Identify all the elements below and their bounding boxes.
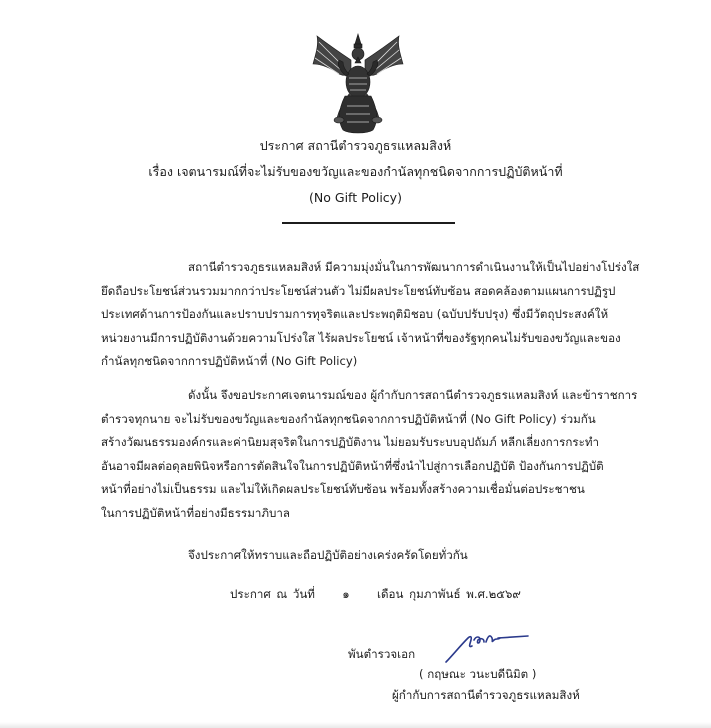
- closing-statement: จึงประกาศให้ทราบและถือปฏิบัติอย่างเคร่งครัดโดยทั่วกัน: [188, 548, 468, 562]
- announcement-subject: เรื่อง เจตนารมณ์ที่จะไม่รับของขวัญและของกำนัลทุกชนิดจากการปฏิบัติหน้าที่: [148, 164, 563, 179]
- title-divider: [282, 222, 455, 224]
- signatory-position: ผู้กำกับการสถานีตำรวจภูธรแหลมสิงห์: [392, 688, 580, 702]
- date-month: เดือน กุมภาพันธ์: [377, 587, 461, 601]
- paragraph-2-line: หน้าที่อย่างไม่เป็นธรรม และไม่ให้เกิดผลประโยชน์ทับซ้อน พร้อมทั้งสร้างความเชื่อมั่นต่อประชาชน: [101, 482, 585, 496]
- paragraph-1-line: ยึดถือประโยชน์ส่วนรวมมากกว่าประโยชน์ส่วนตัว ไม่มีผลประโยชน์ทับซ้อน สอดคล้องตามแผนการปฏิรูป: [101, 283, 616, 298]
- date-day: ๑: [342, 587, 350, 601]
- paragraph-2: [101, 384, 646, 525]
- announcement-title: ประกาศ สถานีตำรวจภูธรแหลมสิงห์: [259, 138, 452, 153]
- signature-image: [442, 622, 532, 667]
- paragraph-2-line: ตำรวจทุกนาย จะไม่รับของขวัญและของกำนัลทุกชนิดจากการปฏิบัติหน้าที่ (No Gift Policy) ร่วมกัน: [101, 411, 596, 426]
- signatory-rank: พันตำรวจเอก: [348, 647, 416, 661]
- paragraph-2-line: ดังนั้น จึงขอประกาศเจตนารมณ์ของ ผู้กำกับการสถานีตำรวจภูธรแหลมสิงห์ และข้าราชการ: [188, 388, 638, 402]
- signatory-name: ( กฤษณะ วนะบดีนิมิต ): [419, 667, 537, 681]
- paragraph-2-line: ในการปฏิบัติหน้าที่อย่างมีธรรมาภิบาล: [101, 505, 290, 520]
- paragraph-1-line: กำนัลทุกชนิดจากการปฏิบัติหน้าที่ (No Gift Policy): [101, 354, 358, 368]
- paragraph-2-line: สร้างวัฒนธรรมองค์กรและค่านิยมสุจริตในการปฏิบัติงาน ไม่ยอมรับระบบอุปถัมภ์ หลีกเลี่ยงการกระทำ: [101, 435, 600, 449]
- announcement-date: [230, 585, 521, 603]
- garuda-emblem-icon: [309, 30, 407, 140]
- paragraph-1-line: ประเทศด้านการป้องกันและปราบปรามการทุจริตและประพฤติมิชอบ (ฉบับปรับปรุง) ซึ่งมีวัตถุประสงค์ให้: [101, 307, 609, 321]
- policy-name: (No Gift Policy): [309, 190, 402, 205]
- page-bottom-edge: [0, 722, 711, 728]
- paragraph-1-line: หน่วยงานมีการปฏิบัติงานด้วยความโปร่งใส ไร้ผลประโยชน์ เจ้าหน้าที่ของรัฐทุกคนไม่รับของขวัญและของ: [101, 330, 621, 345]
- date-year: พ.ศ.๒๕๖๙: [466, 587, 521, 601]
- paragraph-1: [101, 256, 646, 374]
- date-prefix: ประกาศ ณ วันที่: [230, 587, 315, 601]
- paragraph-1-line: สถานีตำรวจภูธรแหลมสิงห์ มีความมุ่งมั่นในการพัฒนาการดำเนินงานให้เป็นไปอย่างโปร่งใส: [188, 260, 640, 274]
- paragraph-2-line: อันอาจมีผลต่อดุลยพินิจหรือการตัดสินใจในการปฏิบัติหน้าที่ซึ่งนำไปสู่การเลือกปฏิบัติ ป้องกันการปฏิบัติ: [101, 458, 604, 473]
